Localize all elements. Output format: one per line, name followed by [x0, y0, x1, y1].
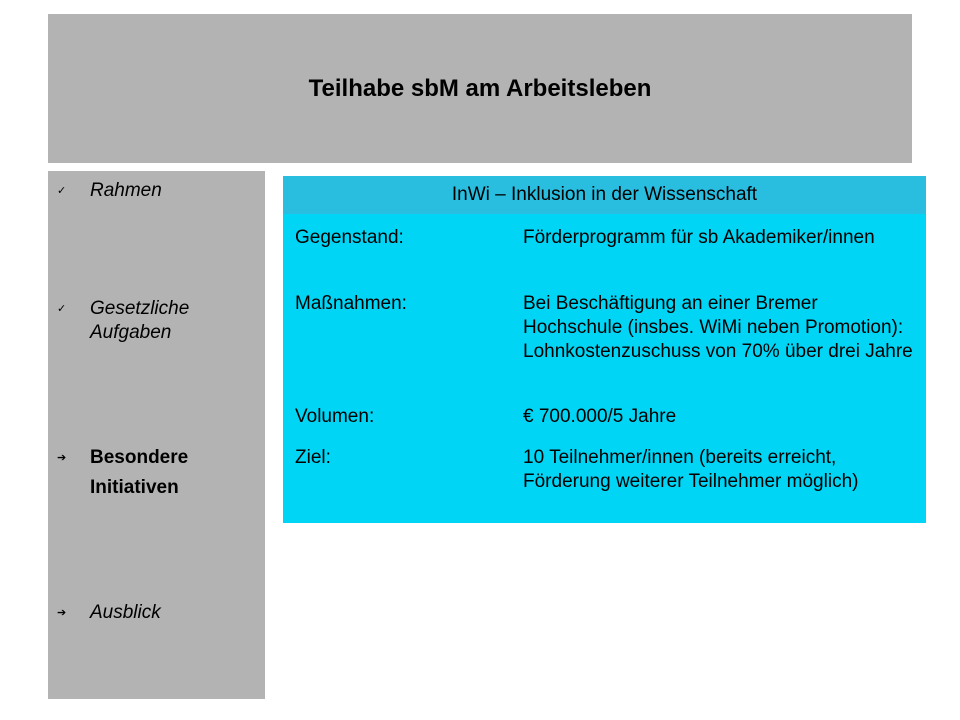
- row-value: € 700.000/5 Jahre: [523, 406, 677, 427]
- row-label: Volumen:: [295, 406, 375, 427]
- arrow-right-icon: ➔: [57, 607, 67, 619]
- sidebar-item-label: Rahmen: [90, 180, 162, 201]
- title-banner: [48, 14, 912, 163]
- check-icon: ✓: [57, 303, 67, 315]
- arrow-right-icon: ➔: [57, 452, 67, 464]
- row-label: Ziel:: [295, 447, 331, 468]
- sidebar-item-label-continued: Initiativen: [90, 477, 179, 498]
- sidebar-item-besondere-initiativen[interactable]: [48, 446, 265, 506]
- sidebar: [48, 171, 265, 699]
- table-header: InWi – Inklusion in der Wissenschaft: [283, 176, 926, 214]
- row-value: Bei Beschäftigung an einer Bremer Hochschule (insbes. WiMi neben Promotion): Lohnkostenzuschuss von 70% über drei Jahre: [523, 293, 913, 362]
- sidebar-item-label: Ausblick: [90, 602, 161, 623]
- check-icon: ✓: [57, 185, 67, 197]
- row-label: Gegenstand:: [295, 227, 404, 248]
- row-value: 10 Teilnehmer/innen (bereits erreicht, Förderung weiterer Teilnehmer möglich): [523, 447, 859, 492]
- row-label: Maßnahmen:: [295, 293, 407, 314]
- sidebar-item-label: Gesetzliche Aufgaben: [90, 298, 190, 343]
- info-table: [283, 176, 926, 523]
- row-value: Förderprogramm für sb Akademiker/innen: [523, 227, 875, 248]
- page-title: Teilhabe sbM am Arbeitsleben: [308, 74, 652, 102]
- sidebar-item-label: Besondere: [90, 447, 189, 468]
